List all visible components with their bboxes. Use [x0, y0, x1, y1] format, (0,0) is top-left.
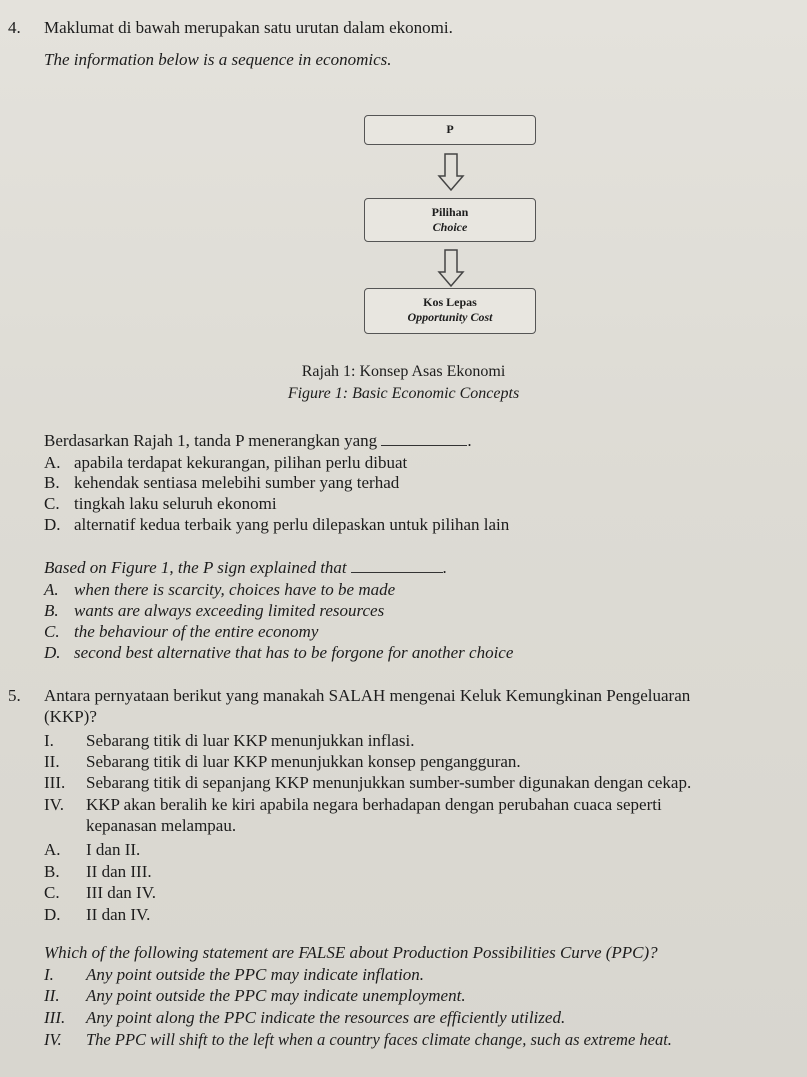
- flow-box-choice: [364, 198, 536, 242]
- option-letter: D.: [44, 905, 61, 924]
- q4-option-ms-b: [44, 473, 399, 493]
- option-text: second best alternative that has to be forgone for another choice: [74, 643, 514, 662]
- down-arrow-icon: [437, 152, 465, 192]
- q4-option-en-c: [44, 622, 318, 642]
- q5-statement-ms-4-cont: kepanasan melampau.: [86, 816, 237, 835]
- roman-numeral: III.: [44, 1008, 66, 1027]
- roman-numeral: II.: [44, 986, 60, 1005]
- flow-box-cost-ms: Kos Lepas: [423, 295, 477, 309]
- q5-statement-ms-4: [44, 795, 662, 815]
- q5-number: 5.: [8, 686, 21, 705]
- option-text: wants are always exceeding limited resources: [74, 601, 385, 620]
- roman-numeral: IV.: [44, 795, 64, 814]
- option-text: apabila terdapat kekurangan, pilihan perlu dibuat: [74, 453, 408, 472]
- statement-text: The PPC will shift to the left when a country faces climate change, such as extreme heat.: [86, 1030, 672, 1049]
- option-letter: C.: [44, 622, 60, 641]
- q5-option-a: [44, 840, 140, 860]
- option-letter: A.: [44, 840, 61, 859]
- flow-box-choice-ms: Pilihan: [431, 205, 469, 219]
- statement-text: Sebarang titik di sepanjang KKP menunjukkan sumber-sumber digunakan dengan cekap.: [86, 773, 692, 792]
- statement-text: Sebarang titik di luar KKP menunjukkan konsep pengangguran.: [86, 752, 521, 771]
- q4-stem-en-end: .: [442, 558, 448, 577]
- q5-statement-en-2: [44, 986, 466, 1006]
- q4-stem-ms-end: .: [467, 431, 472, 450]
- roman-numeral: II.: [44, 752, 60, 771]
- option-letter: A.: [44, 580, 59, 599]
- q4-stem-ms-text: Berdasarkan Rajah 1, tanda P menerangkan yang: [44, 431, 378, 450]
- option-text: I dan II.: [86, 840, 141, 859]
- option-letter: B.: [44, 473, 60, 492]
- figure-caption-en: Figure 1: Basic Economic Concepts: [287, 385, 520, 402]
- answer-blank: [381, 433, 467, 446]
- flow-box-p: [364, 115, 536, 145]
- option-letter: C.: [44, 494, 60, 513]
- statement-text: Sebarang titik di luar KKP menunjukkan inflasi.: [86, 731, 415, 750]
- q4-option-en-b: [44, 601, 384, 621]
- option-letter: B.: [44, 601, 59, 620]
- roman-numeral: I.: [44, 731, 54, 750]
- option-letter: D.: [44, 643, 61, 662]
- option-letter: B.: [44, 862, 60, 881]
- down-arrow-icon: [437, 248, 465, 288]
- roman-numeral: I.: [44, 965, 54, 984]
- q5-statement-en-3: [44, 1008, 565, 1028]
- q4-option-ms-d: [44, 515, 509, 535]
- option-text: kehendak sentiasa melebihi sumber yang terhad: [74, 473, 400, 492]
- q5-option-b: [44, 862, 152, 882]
- q5-stem-en: Which of the following statement are FALSE about Production Possibilities Curve (PPC)?: [44, 943, 658, 962]
- q4-option-ms-c: [44, 494, 277, 514]
- q4-stem-en-text: Based on Figure 1, the P sign explained that: [44, 558, 347, 577]
- roman-numeral: III.: [44, 773, 66, 792]
- q5-statement-ms-1: [44, 731, 414, 751]
- option-letter: D.: [44, 515, 61, 534]
- q4-stem-ms: [44, 431, 472, 451]
- option-letter: C.: [44, 883, 60, 902]
- q4-stem-en: [44, 558, 447, 578]
- option-text: alternatif kedua terbaik yang perlu dilepaskan untuk pilihan lain: [74, 515, 510, 534]
- q5-statement-ms-3: [44, 773, 691, 793]
- flow-box-opportunity-cost: [364, 288, 536, 334]
- option-text: II dan IV.: [86, 905, 151, 924]
- q4-option-en-a: [44, 580, 395, 600]
- option-text: when there is scarcity, choices have to be made: [74, 580, 396, 599]
- statement-text: KKP akan beralih ke kiri apabila negara berhadapan dengan perubahan cuaca seperti: [86, 795, 662, 814]
- roman-numeral: IV.: [44, 1030, 62, 1049]
- q4-intro-ms: Maklumat di bawah merupakan satu urutan dalam ekonomi.: [44, 18, 453, 37]
- q5-statement-ms-2: [44, 752, 521, 772]
- statement-text: Any point outside the PPC may indicate unemployment.: [86, 986, 466, 1005]
- q4-option-ms-a: [44, 453, 407, 473]
- q4-option-en-d: [44, 643, 513, 663]
- q5-stem-ms-line1: Antara pernyataan berikut yang manakah SALAH mengenai Keluk Kemungkinan Pengeluaran: [44, 686, 691, 705]
- q5-option-c: [44, 883, 156, 903]
- q4-intro-en: The information below is a sequence in economics.: [44, 50, 392, 69]
- option-text: tingkah laku seluruh ekonomi: [74, 494, 277, 513]
- statement-text: Any point outside the PPC may indicate inflation.: [86, 965, 425, 984]
- q5-statement-en-1: [44, 965, 424, 985]
- q5-statement-en-4: [44, 1030, 672, 1050]
- flow-box-choice-en: Choice: [432, 220, 468, 234]
- flow-box-p-label: P: [446, 122, 454, 136]
- option-text: III dan IV.: [86, 883, 157, 902]
- option-letter: A.: [44, 453, 61, 472]
- flow-box-cost-en: Opportunity Cost: [407, 310, 493, 324]
- statement-text: Any point along the PPC indicate the resources are efficiently utilized.: [86, 1008, 566, 1027]
- q5-option-d: [44, 905, 150, 925]
- q4-number: 4.: [8, 18, 21, 37]
- answer-blank: [351, 560, 443, 573]
- option-text: the behaviour of the entire economy: [74, 622, 319, 641]
- q5-stem-ms-line2: (KKP)?: [44, 707, 97, 726]
- figure-caption-ms: Rajah 1: Konsep Asas Ekonomi: [301, 363, 506, 380]
- option-text: II dan III.: [86, 862, 152, 881]
